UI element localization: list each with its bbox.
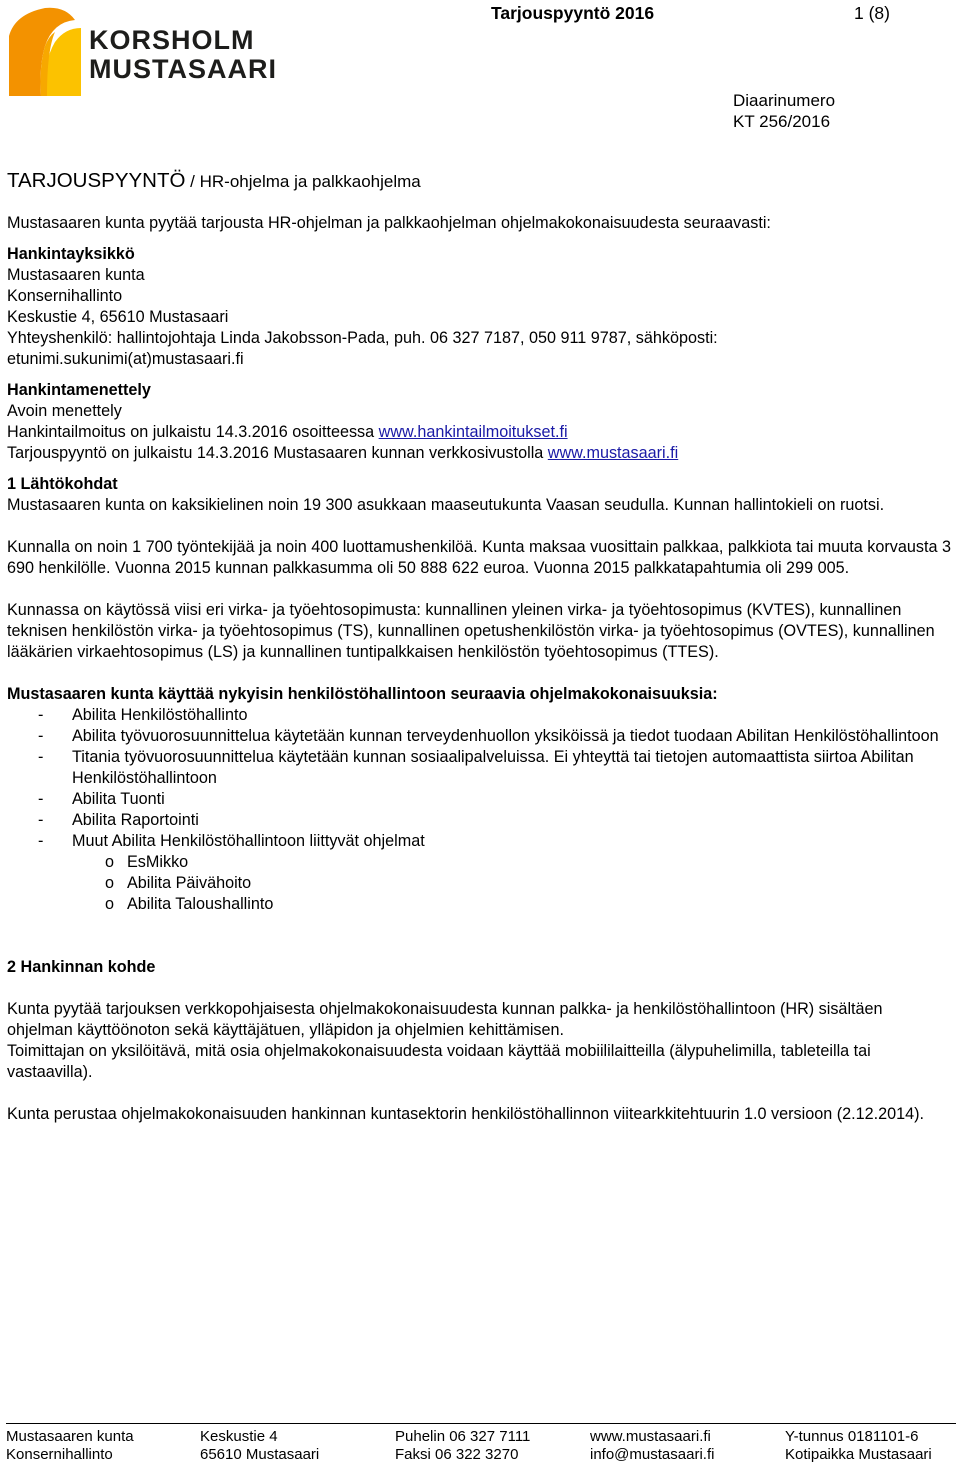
- register-number-value: KT 256/2016: [733, 112, 831, 131]
- footer-col-org: Mustasaaren kunta Konsernihallinto: [6, 1428, 134, 1463]
- list-item: - Titania työvuorosuunnittelua käytetään kunnan sosiaalipalveluissa. Ei yhteyttä tai tietojen automaattista siirtoa Abilitan Henkilöstöhallintoon: [38, 748, 914, 787]
- section-2: [7, 957, 952, 1125]
- title-main: TARJOUSPYYNTÖ: [7, 169, 186, 192]
- list-item: - Abilita Raportointi: [38, 811, 199, 829]
- footer-col-web: [590, 1428, 714, 1464]
- procedure-notice-text: Hankintailmoitus on julkaistu 14.3.2016 osoitteessa: [7, 423, 379, 441]
- procedure-heading: Hankintamenettely: [7, 381, 151, 399]
- section-1-paragraph-1: Mustasaaren kunta on kaksikielinen noin 19 300 asukkaan maaseutukunta Vaasan seudulla. Kunnan hallintokieli on ruotsi.: [7, 496, 885, 514]
- procedure-type: Avoin menettely: [7, 402, 122, 420]
- hankintailmoitukset-link[interactable]: www.hankintailmoitukset.fi: [378, 423, 568, 441]
- unit-line: Konsernihallinto: [7, 287, 123, 305]
- footer-col-business-id: Y-tunnus 0181101-6 Kotipaikka Mustasaari: [785, 1428, 932, 1463]
- sublist-item: o Abilita Taloushallinto: [105, 895, 274, 913]
- document-type: Tarjouspyyntö 2016: [491, 3, 655, 23]
- procedure-section: [7, 380, 952, 464]
- footer-email[interactable]: info@mustasaari.fi: [590, 1446, 715, 1463]
- procedure-request-line: [7, 443, 952, 464]
- unit-line: Mustasaaren kunta: [7, 266, 145, 284]
- document-body: [7, 213, 952, 1125]
- footer-col-phone: Puhelin 06 327 7111 Faksi 06 322 3270: [395, 1428, 531, 1463]
- list-item: - Abilita työvuorosuunnittelua käytetään kunnan terveydenhuollon yksiköissä ja tiedot tuodaan Abilitan Henkilöstöhallintoon: [38, 727, 939, 745]
- intro-paragraph: Mustasaaren kunta pyytää tarjousta HR-ohjelman ja palkkaohjelman ohjelmakokonaisuudesta seuraavasti:: [7, 214, 771, 232]
- list-item: - Abilita Tuonti: [38, 790, 165, 808]
- unit-line: etunimi.sukunimi(at)mustasaari.fi: [7, 350, 244, 368]
- logo-text-line1: KORSHOLM: [89, 25, 255, 55]
- procedure-notice-line: [7, 422, 952, 443]
- section-1-heading: 1 Lähtökohdat: [7, 475, 118, 493]
- software-sublist: [7, 852, 952, 915]
- footer-website[interactable]: www.mustasaari.fi: [590, 1428, 711, 1445]
- municipality-logo: [5, 6, 277, 96]
- footer-col-address: Keskustie 4 65610 Mustasaari: [200, 1428, 320, 1463]
- mustasaari-link[interactable]: www.mustasaari.fi: [547, 444, 679, 462]
- list-item: - Abilita Henkilöstöhallinto: [38, 706, 248, 724]
- contracting-unit-heading: Hankintayksikkö: [7, 245, 135, 263]
- unit-line: Keskustie 4, 65610 Mustasaari: [7, 308, 229, 326]
- title-sub: / HR-ohjelma ja palkkaohjelma: [185, 172, 421, 191]
- logo-text-line2: MUSTASAARI: [89, 54, 277, 84]
- logo-mark-icon: [5, 6, 85, 98]
- section-2-paragraph-1: Kunta pyytää tarjouksen verkkopohjaisesta ohjelmakokonaisuudesta kunnan palkka- ja henkilöstöhallintoon (HR) sisältäen ohjelman käyttöönoton sekä käyttäjätuen, ylläpidon ja ohjelmien kehittämisen.: [7, 1000, 883, 1039]
- section-1-paragraph-3: Kunnassa on käytössä viisi eri virka- ja työehtosopimusta: kunnallinen yleinen virka- ja työehtosopimus (KVTES), kunnallinen teknisen henkilöstön virka- ja työehtosopimus (TS), kunnallinen opetushenkilöstön virka- ja työehtosopimus (OVTES), kunnallinen lääkärien virkaehtosopimus (LS) ja kunnallinen tuntipalkkaisen henkilöstön työehtosopimus (TTES).: [7, 601, 935, 661]
- software-list-heading: Mustasaaren kunta käyttää nykyisin henkilöstöhallintoon seuraavia ohjelmakokonaisuuksia:: [7, 685, 718, 703]
- procedure-request-text: Tarjouspyyntö on julkaistu 14.3.2016 Mustasaaren kunnan verkkosivustolla: [7, 444, 548, 462]
- software-list: [7, 705, 952, 852]
- page-number: 1 (8): [854, 3, 890, 23]
- footer-divider: [6, 1423, 956, 1424]
- section-2-paragraph-3: Kunta perustaa ohjelmakokonaisuuden hankinnan kuntasektorin henkilöstöhallinnon viitearkkitehtuurin 1.0 versioon (2.12.2014).: [7, 1105, 924, 1123]
- register-number-label: Diaarinumero: [733, 91, 836, 110]
- list-item: - Muut Abilita Henkilöstöhallintoon liittyvät ohjelmat: [38, 832, 425, 850]
- sublist-item: o Abilita Päivähoito: [105, 874, 252, 892]
- section-2-heading: 2 Hankinnan kohde: [7, 958, 156, 976]
- section-2-paragraph-2: Toimittajan on yksilöitävä, mitä osia ohjelmakokonaisuudesta voidaan käyttää mobiililaitteilla (älypuhelimilla, tableteilla tai vastaavilla).: [7, 1042, 871, 1081]
- section-1-paragraph-2: Kunnalla on noin 1 700 työntekijää ja noin 400 luottamushenkilöä. Kunta maksaa vuosittain palkkaa, palkkiota tai muuta korvausta 3 690 henkilölle. Vuonna 2015 kunnan palkkasumma oli 50 888 622 euroa. Vuonna 2015 palkkatapahtumia oli 299 005.: [7, 538, 951, 577]
- unit-line: Yhteyshenkilö: hallintojohtaja Linda Jakobsson-Pada, puh. 06 327 7187, 050 911 9787, sähköposti:: [7, 329, 718, 347]
- section-1: [7, 474, 952, 915]
- contracting-unit-section: [7, 244, 952, 370]
- sublist-item: o EsMikko: [105, 853, 189, 871]
- page-title: [7, 170, 421, 192]
